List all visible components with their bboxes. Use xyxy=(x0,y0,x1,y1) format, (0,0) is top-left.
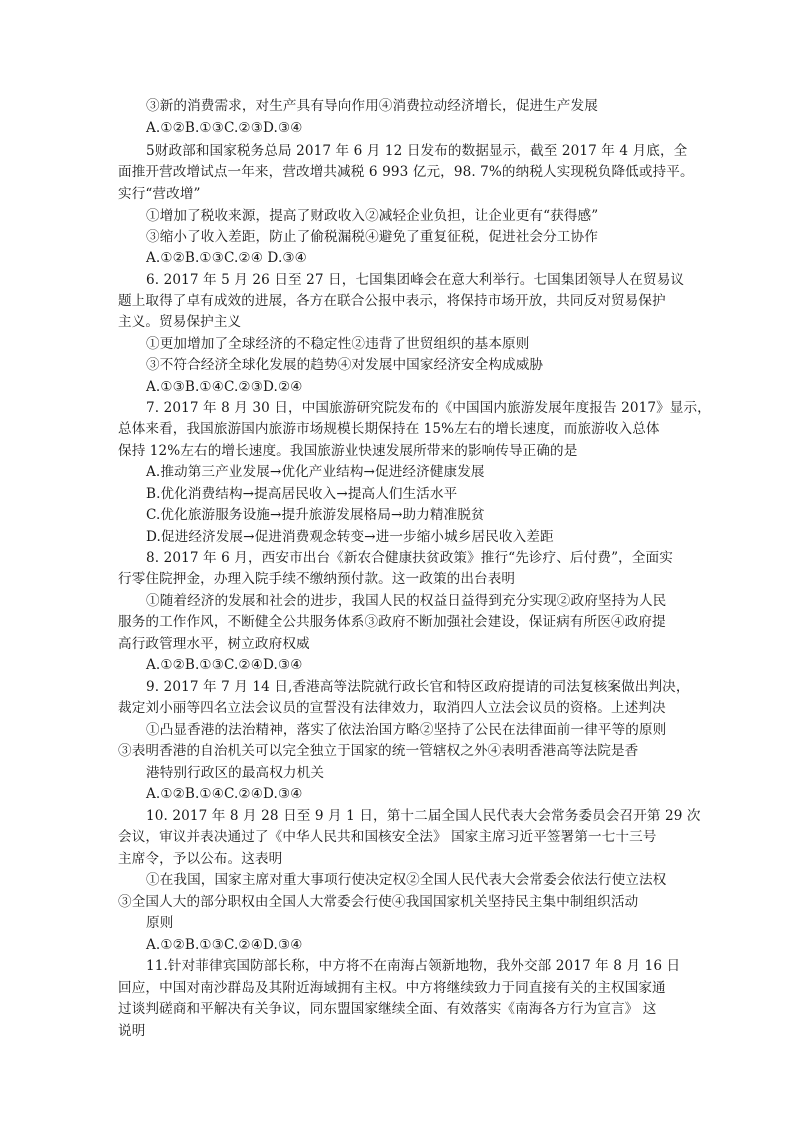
question-9-stem: 9. 2017 年 7 月 14 日,香港高等法院就行政长官和特区政府提请的司法复核案做出判决， xyxy=(146,679,690,695)
option-c: C.优化旅游服务设施→提升旅游发展格局→助力精准脱贫 xyxy=(146,507,485,523)
question-10-stem: 主席令，予以公布。这表明 xyxy=(118,851,283,867)
question-6-stem: 主义。贸易保护主义 xyxy=(118,314,242,330)
statement-line: 服务的工作作风，不断健全公共服务体系③政府不断加强社会建设，保证病有所医④政府提 xyxy=(118,614,666,630)
statement-line: ③缩小了收入差距，防止了偷税漏税④避免了重复征税，促进社会分工协作 xyxy=(146,229,598,245)
question-11-stem: 11.针对菲律宾国防部长称，中方将不在南海占领新地物，我外交部 2017 年 8 月 16 日 xyxy=(146,958,681,974)
option-a: A.推动第三产业发展→优化产业结构→促进经济健康发展 xyxy=(146,464,485,480)
answer-options: A.①②B.①③C.②④D.③④ xyxy=(146,937,303,953)
question-7-stem: 保持 12%左右的增长速度。我国旅游业快速发展所带来的影响传导正确的是 xyxy=(118,443,578,459)
statement-line: ③不符合经济全球化发展的趋势④对发展中国家经济安全构成威胁 xyxy=(146,357,544,373)
statement-line: ①凸显香港的法治精神，落实了依法治国方略②坚持了公民在法律面前一律平等的原则 xyxy=(146,722,667,738)
question-7-stem: 7. 2017 年 8 月 30 日，中国旅游研究院发布的《中国国内旅游发展年度报告 2017》显示， xyxy=(146,400,711,416)
answer-options: A.①②B.①④C.②④D.③④ xyxy=(146,786,303,802)
question-11-stem: 过谈判磋商和平解决有关争议，同东盟国家继续全面、有效落实《南海各方行为宣言》 这 xyxy=(118,1001,657,1017)
answer-options: A.①②B.①③C.②④D.③④ xyxy=(146,657,303,673)
statement-line: ③全国人大的部分职权由全国人大常委会行使④我国国家机关坚持民主集中制组织活动 xyxy=(118,894,639,910)
question-10-stem: 10. 2017 年 8 月 28 日至 9 月 1 日，第十二届全国人民代表大会常务委员会召开第 29 次 xyxy=(146,808,701,824)
answer-options: A.①②B.①③C.②④ D.③④ xyxy=(146,250,307,266)
statement-line: ①增加了税收来源，提高了财政收入②减轻企业负担，让企业更有“获得感” xyxy=(146,208,599,224)
answer-options: A.①②B.①③C.②③D.③④ xyxy=(146,120,303,136)
statement-line: ①更加增加了全球经济的不稳定性②违背了世贸组织的基本原则 xyxy=(146,336,530,352)
statement-line: 港特别行政区的最高权力机关 xyxy=(146,765,325,781)
question-5-stem: 面推开营改增试点一年来，营改增共减税 6 993 亿元，98. 7%的纳税人实现税负降低或持平。 xyxy=(118,164,694,180)
statement-line: 高行政管理水平，树立政府权威 xyxy=(118,636,310,652)
statement-line: ③表明香港的自治机关可以完全独立于国家的统一管辖权之外④表明香港高等法院是香 xyxy=(118,743,639,759)
option-d: D.促进经济发展→促进消费观念转变→进一步缩小城乡居民收入差距 xyxy=(146,529,554,545)
question-8-stem: 行零住院押金，办理入院手续不缴纳预付款。这一政策的出台表明 xyxy=(118,571,516,587)
question-5-stem: 实行“营改增” xyxy=(118,186,201,202)
question-11-stem: 回应，中国对南沙群岛及其附近海域拥有主权。中方将继续致力于同直接有关的主权国家通 xyxy=(118,980,666,996)
question-11-stem: 说明 xyxy=(118,1023,146,1039)
question-7-stem: 总体来看，我国旅游国内旅游市场规模长期保持在 15%左右的增长速度，而旅游收入总体 xyxy=(118,421,660,437)
question-5-stem: 5财政部和国家税务总局 2017 年 6 月 12 日发布的数据显示，截至 2017 年 4 月底，全 xyxy=(146,143,688,159)
question-6-stem: 题上取得了卓有成效的进展，各方在联合公报中表示，将保持市场开放，共同反对贸易保护 xyxy=(118,293,666,309)
statement-line: 原则 xyxy=(146,915,174,931)
statement-line: ③新的消费需求，对生产具有导向作用④消费拉动经济增长，促进生产发展 xyxy=(146,98,598,114)
question-9-stem: 裁定刘小丽等四名立法会议员的宣誓没有法律效力，取消四人立法会议员的资格。上述判决 xyxy=(118,700,666,716)
option-b: B.优化消费结构→提高居民收入→提高人们生活水平 xyxy=(146,486,458,502)
question-6-stem: 6. 2017 年 5 月 26 日至 27 日，七国集团峰会在意大利举行。七国集团领导人在贸易议 xyxy=(146,272,685,288)
statement-line: ①随着经济的发展和社会的进步，我国人民的权益日益得到充分实现②政府坚持为人民 xyxy=(146,593,667,609)
answer-options: A.①③B.①④C.②③D.②④ xyxy=(146,379,303,395)
question-8-stem: 8. 2017 年 6 月，西安市出台《新农合健康扶贫政策》推行“先诊疗、后付费”，全面实 xyxy=(146,550,673,566)
question-10-stem: 会议，审议并表决通过了《中华人民共和国核安全法》 国家主席习近平签署第一七十三号 xyxy=(118,829,657,845)
statement-line: ①在我国，国家主席对重大事项行使决定权②全国人民代表大会常委会依法行使立法权 xyxy=(146,872,667,888)
